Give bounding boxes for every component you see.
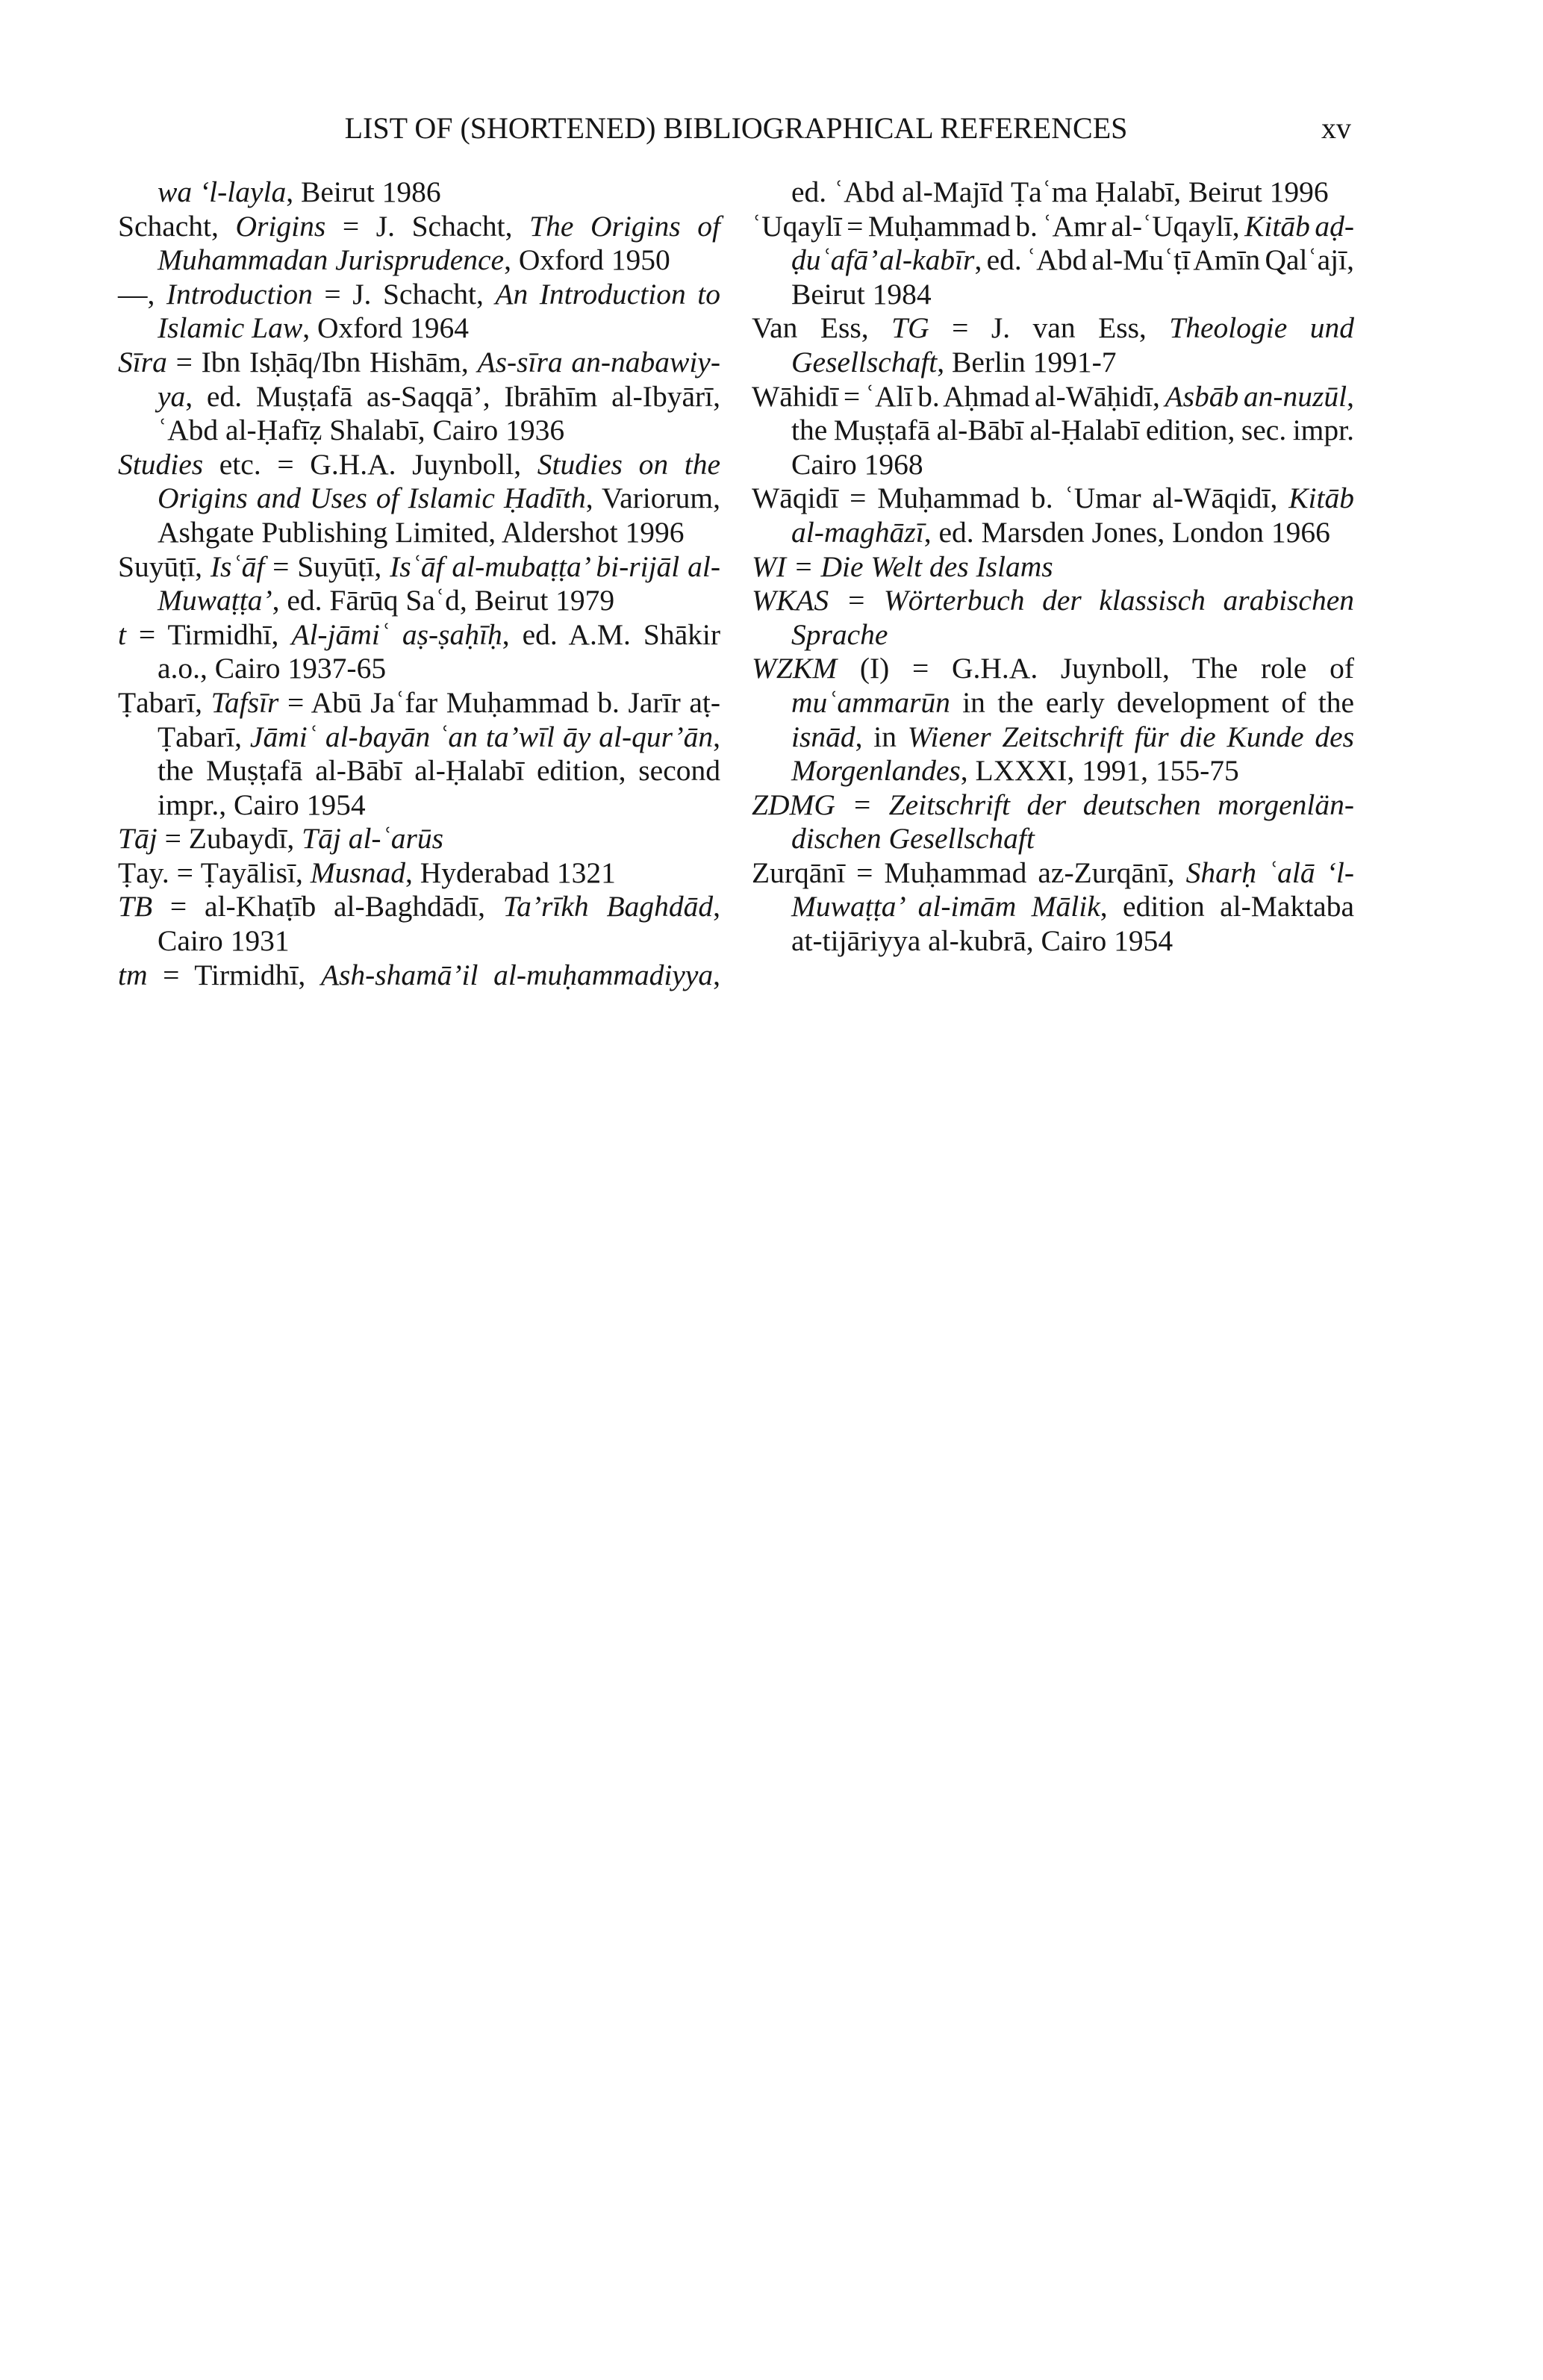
italic-text-run: ya <box>158 379 186 413</box>
reference-line-text <box>752 482 1354 516</box>
reference-line-text <box>791 346 1117 380</box>
reference-line-text <box>118 686 720 720</box>
reference-entry-head <box>752 652 1354 686</box>
italic-text-run: Theologie und <box>1169 311 1354 345</box>
italic-text-run: dischen Gesellschaft <box>791 822 1035 856</box>
italic-text-run: t <box>118 617 126 651</box>
text-run: , Variorum, <box>585 482 720 515</box>
reference-entry-continuation <box>752 924 1354 959</box>
reference-line-text <box>118 278 720 312</box>
italic-text-run: An Introduction to <box>495 277 720 311</box>
reference-line-text <box>791 720 1354 755</box>
reference-entry-continuation <box>752 278 1354 312</box>
reference-line-text <box>791 448 923 482</box>
reference-line-text <box>118 856 616 891</box>
text-run: = Tirmidhī, <box>125 617 292 651</box>
text-run: Wāqidī = Muḥammad b. ʿUmar al-Wāqidī, <box>752 482 1289 515</box>
text-run: Ashgate Publishing Limited, Aldershot 1996 <box>158 515 685 549</box>
text-run: Ṭabarī, <box>118 685 211 719</box>
reference-entry-head <box>752 856 1354 891</box>
reference-line-text <box>118 210 720 244</box>
reference-line-text <box>752 311 1354 346</box>
text-run: impr., Cairo 1954 <box>158 788 366 821</box>
italic-text-run: muʿammarūn <box>791 685 950 719</box>
running-title: LIST OF (SHORTENED) BIBLIOGRAPHICAL REFERENCES <box>344 111 1128 145</box>
text-run: = Zubaydī, <box>157 822 302 856</box>
text-run: , Hyderabad 1321 <box>405 856 616 889</box>
italic-text-run: Jāmiʿ al-bayān ʿan ta’wīl āy al-qur’ān <box>249 720 714 753</box>
running-header <box>118 111 1354 146</box>
text-run: = J. van Ess, <box>929 311 1170 345</box>
italic-text-run: The Origins of <box>529 209 720 243</box>
italic-text-run: Studies on the <box>537 447 720 481</box>
italic-text-run: Studies <box>118 447 204 481</box>
reference-line-text <box>791 924 1173 959</box>
italic-text-run: Introduction <box>166 277 313 311</box>
reference-entry-continuation <box>118 516 720 550</box>
italic-text-run: Tafsīr <box>211 685 279 719</box>
italic-text-run: Ta’rīkh Baghdād <box>502 890 714 923</box>
text-run: Cairo 1931 <box>158 924 290 958</box>
text-run: —, <box>118 277 166 311</box>
text-run: Zurqānī = Muḥammad az-Zurqānī, <box>752 856 1186 889</box>
text-run: Beirut 1984 <box>791 277 932 311</box>
reference-entry-head <box>118 550 720 585</box>
text-run: , edition al-Maktaba <box>1100 890 1354 923</box>
reference-entry-continuation <box>118 311 720 346</box>
italic-text-run: Kitāb <box>1288 482 1354 515</box>
italic-text-run: WI = Die Welt des Islams <box>752 549 1053 583</box>
text-run: = J. Schacht, <box>325 209 530 243</box>
reference-entry-head <box>118 278 720 312</box>
reference-line-text <box>118 448 720 482</box>
italic-text-run: Asbāb an-nuzūl <box>1165 379 1347 413</box>
reference-line-text <box>118 822 443 856</box>
text-run: = Abū Jaʿfar Muḥammad b. Jarīr aṭ- <box>278 685 720 719</box>
italic-text-run: Islamic Law <box>158 311 303 345</box>
text-run: Ṭay. = Ṭayālisī, <box>118 856 311 889</box>
reference-line-text <box>752 210 1354 244</box>
text-run: , Oxford 1964 <box>302 311 469 345</box>
italic-text-run: WZKM <box>752 652 838 685</box>
reference-line-text <box>158 924 290 959</box>
text-run: , ed. A.M. Shākir <box>502 617 720 651</box>
text-run: Suyūṭī, <box>118 549 211 583</box>
reference-entry-continuation <box>752 890 1354 924</box>
text-run: = Tirmidhī, <box>147 958 321 991</box>
reference-entry-head <box>118 822 720 856</box>
text-run: etc. = G.H.A. Juynboll, <box>203 447 537 481</box>
italic-text-run: Musnad <box>310 856 406 889</box>
italic-text-run: Isʿāf <box>210 549 265 583</box>
page-number: xv <box>1321 111 1351 145</box>
reference-line-text <box>158 788 366 823</box>
text-run: Van Ess, <box>752 311 892 345</box>
reference-entry-continuation <box>752 516 1354 550</box>
italic-text-run: Tāj al-ʿarūs <box>302 822 443 856</box>
text-run: in the early development of the <box>950 685 1354 719</box>
reference-entry-head <box>118 856 720 891</box>
text-run: the Muṣṭafā al-Bābī al-Ḥalabī edition, sec. impr. <box>791 414 1354 447</box>
italic-text-run: al-maghāzī <box>791 515 924 549</box>
text-run: , LXXXI, 1991, 155-75 <box>960 754 1239 788</box>
reference-entry-continuation <box>752 618 1354 652</box>
reference-entry-continuation <box>118 924 720 959</box>
text-run: (I) = G.H.A. Juynboll, The role of <box>837 652 1354 685</box>
text-run: , ed. Marsden Jones, London 1966 <box>923 515 1330 549</box>
reference-entry-continuation <box>118 175 720 210</box>
reference-line-text <box>158 652 386 686</box>
reference-line-text <box>791 278 932 312</box>
reference-line-text <box>158 584 614 618</box>
reference-entry-continuation <box>752 414 1354 448</box>
reference-line-text <box>158 311 469 346</box>
reference-line-text <box>752 550 1053 585</box>
reference-entry-head <box>118 448 720 482</box>
reference-entry-head <box>752 482 1354 516</box>
left-column <box>118 175 720 992</box>
reference-entry-continuation <box>752 686 1354 720</box>
italic-text-run: Tāj <box>118 822 158 856</box>
italic-text-run: Morgenlandes <box>791 754 961 788</box>
italic-text-run: tm <box>118 958 148 991</box>
reference-line-text <box>118 890 720 924</box>
text-run: ʿUqaylī = Muḥammad b. ʿAmr al-ʿUqaylī, <box>752 209 1245 243</box>
italic-text-run: Isʿāf al-mubaṭṭa’ bi-rijāl al- <box>390 549 720 583</box>
italic-text-run: Sprache <box>791 617 888 651</box>
italic-text-run: As-sīra an-nabawiy- <box>477 345 720 379</box>
text-run: , Beirut 1986 <box>286 175 441 208</box>
reference-line-text <box>752 856 1354 891</box>
italic-text-run: Sīra <box>118 345 167 379</box>
text-run: , Oxford 1950 <box>504 243 670 277</box>
reference-line-text <box>791 686 1354 720</box>
reference-entry-continuation <box>118 584 720 618</box>
reference-entry-continuation <box>752 720 1354 755</box>
reference-entry-continuation <box>118 482 720 516</box>
reference-entry-continuation <box>118 380 720 414</box>
reference-line-text <box>158 380 720 414</box>
reference-entry-continuation <box>118 652 720 686</box>
italic-text-run: Al-jāmiʿ aṣ-ṣaḥīḥ <box>291 617 502 651</box>
text-run: Cairo 1968 <box>791 447 923 481</box>
reference-line-text <box>752 380 1354 414</box>
text-run: = Ibn Isḥāq/Ibn Hishām, <box>166 345 478 379</box>
reference-entry-continuation <box>752 448 1354 482</box>
italic-text-run: TB <box>118 890 153 923</box>
reference-line-text <box>158 175 441 210</box>
italic-text-run: Wiener Zeitschrift für die Kunde des <box>907 720 1354 753</box>
text-run: Wāhidī = ʿAlī b. Aḥmad al-Wāḥidī, <box>752 379 1165 413</box>
text-run: the Muṣṭafā al-Bābī al-Ḥalabī edition, second <box>158 754 720 788</box>
text-run: ʿAbd al-Ḥafīẓ Shalabī, Cairo 1936 <box>158 414 565 447</box>
reference-entry-head <box>118 346 720 380</box>
reference-entry-head <box>118 210 720 244</box>
reference-line-text <box>752 652 1354 686</box>
text-run: , Berlin 1991-7 <box>937 345 1117 379</box>
reference-line-text <box>158 516 684 550</box>
reference-entry-continuation <box>118 788 720 823</box>
reference-entry-continuation <box>752 822 1354 856</box>
right-column <box>752 175 1354 959</box>
text-run: , <box>713 720 720 753</box>
reference-line-text <box>791 516 1330 550</box>
text-run: Schacht, <box>118 209 236 243</box>
reference-line-text <box>791 890 1354 924</box>
reference-entry-head <box>752 311 1354 346</box>
reference-entry-continuation <box>118 414 720 448</box>
reference-entry-head <box>752 380 1354 414</box>
italic-text-run: ḍuʿafā’ al-kabīr <box>791 243 975 277</box>
reference-entry-continuation <box>752 346 1354 380</box>
text-run: = J. Schacht, <box>312 277 496 311</box>
reference-line-text <box>158 414 564 448</box>
italic-text-run: Gesellschaft <box>791 345 938 379</box>
text-run: , ed. Fārūq Saʿd, Beirut 1979 <box>272 584 615 617</box>
italic-text-run: ZDMG = Zeitschrift der deutschen morgenlän- <box>752 788 1354 821</box>
reference-entry-continuation <box>752 175 1354 210</box>
reference-line-text <box>118 550 720 585</box>
reference-entry-head <box>118 686 720 720</box>
reference-entry-head <box>752 584 1354 618</box>
reference-line-text <box>158 754 720 788</box>
reference-line-text <box>791 414 1354 448</box>
reference-line-text <box>752 584 1354 618</box>
reference-line-text <box>791 618 888 652</box>
reference-entry-continuation <box>118 243 720 278</box>
italic-text-run: wa ‘l-layla <box>158 175 287 208</box>
reference-line-text <box>158 243 670 278</box>
italic-text-run: TG <box>891 311 929 345</box>
italic-text-run: WKAS = Wörterbuch der klassisch arabischen <box>752 584 1354 617</box>
text-run: , <box>713 958 720 991</box>
italic-text-run: Sharḥ ʿalā ‘l- <box>1185 856 1354 889</box>
text-run: , <box>713 890 720 923</box>
text-run: a.o., Cairo 1937-65 <box>158 652 387 685</box>
text-run: , ed. ʿAbd al-Muʿṭī Amīn Qalʿajī, <box>974 243 1354 277</box>
italic-text-run: Muwaṭṭa’ <box>158 584 272 617</box>
text-run: , <box>1347 379 1354 413</box>
italic-text-run: Origins <box>235 209 326 243</box>
text-run: Ṭabarī, <box>158 720 250 753</box>
text-run: , in <box>855 720 908 753</box>
reference-entry-head <box>118 959 720 993</box>
italic-text-run: Origins and Uses of Islamic Ḥadīth <box>158 482 586 515</box>
italic-text-run: Kitāb aḍ- <box>1244 209 1354 243</box>
reference-entry-head <box>752 788 1354 823</box>
reference-line-text <box>118 618 720 652</box>
italic-text-run: Ash-shamā’il al-muḥammadiyya <box>320 958 714 991</box>
text-run: at-tijāriyya al-kubrā, Cairo 1954 <box>791 924 1173 958</box>
text-run: ed. ʿAbd al-Majīd Ṭaʿma Ḥalabī, Beirut 1996 <box>791 175 1329 208</box>
reference-entry-continuation <box>118 720 720 755</box>
reference-line-text <box>791 754 1239 788</box>
text-run: = Suyūṭī, <box>264 549 390 583</box>
reference-entry-continuation <box>118 754 720 788</box>
text-run: , ed. Muṣṭafā as-Saqqā’, Ibrāhīm al-Ibyārī, <box>185 379 720 413</box>
reference-line-text <box>158 720 720 755</box>
italic-text-run: Muhammadan Jurisprudence <box>158 243 505 277</box>
reference-entry-head <box>752 550 1354 585</box>
reference-entry-continuation <box>752 754 1354 788</box>
reference-entry-continuation <box>752 243 1354 278</box>
reference-line-text <box>791 243 1354 278</box>
reference-entry-head <box>118 890 720 924</box>
reference-line-text <box>791 175 1329 210</box>
reference-line-text <box>158 482 720 516</box>
text-run: = al-Khaṭīb al-Baghdādī, <box>152 890 503 923</box>
reference-line-text <box>118 959 720 993</box>
reference-line-text <box>118 346 720 380</box>
reference-line-text <box>752 788 1354 823</box>
italic-text-run: Muwaṭṭa’ al-imām Mālik <box>791 890 1100 923</box>
reference-entry-head <box>118 618 720 652</box>
italic-text-run: isnād <box>791 720 855 753</box>
reference-entry-head <box>752 210 1354 244</box>
reference-line-text <box>791 822 1035 856</box>
